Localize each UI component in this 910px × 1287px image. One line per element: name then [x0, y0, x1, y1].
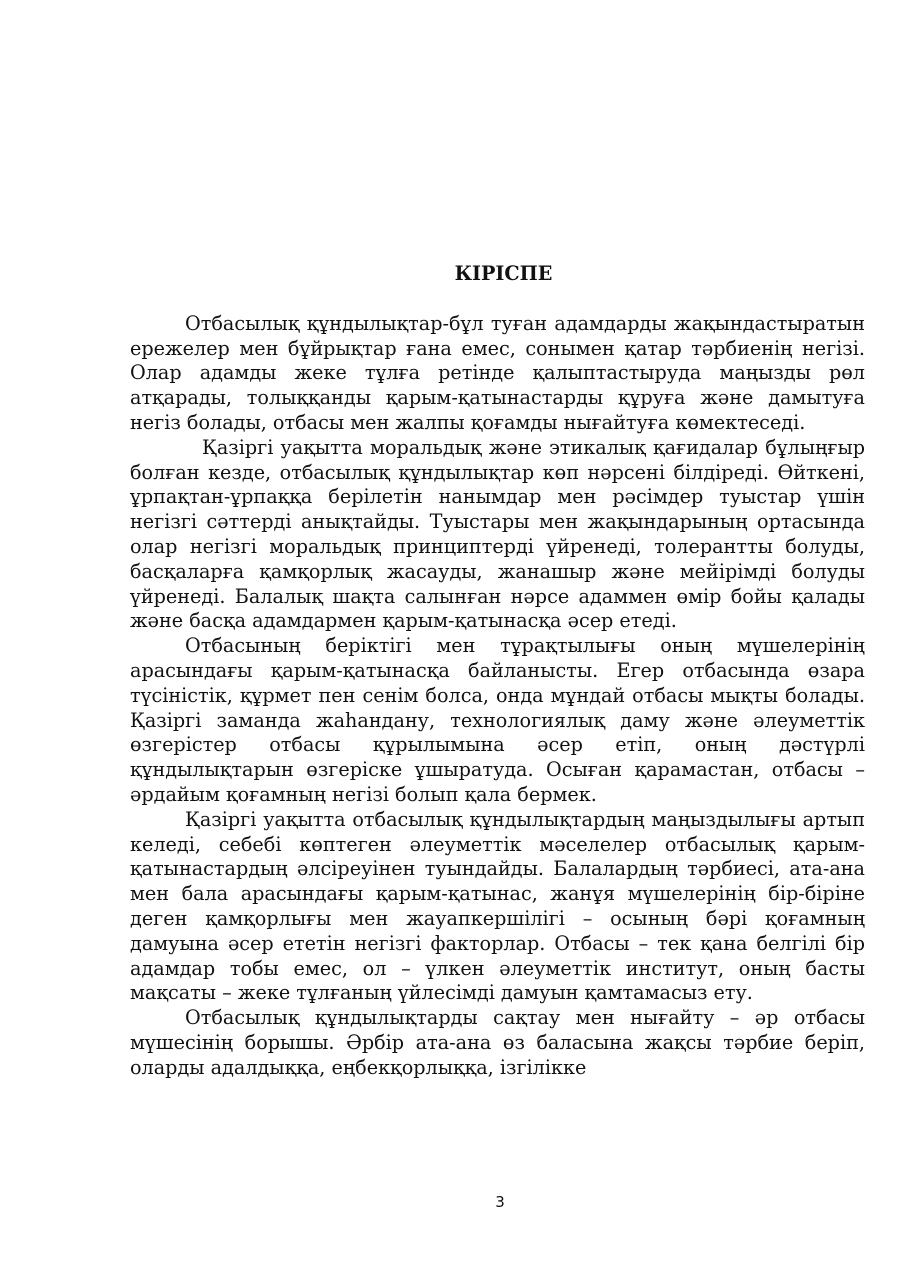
paragraph-5: Отбасылық құндылықтарды сақтау мен нығайту – әр отбасы мүшесінің борышы. Әрбір ата-ана өз баласына жақсы тәрбие беріп, оларды адалдыққа, еңбекқорлыққа, ізгілікке — [130, 1006, 865, 1079]
paragraph-4: Қазіргі уақытта отбасылық құндылықтардың маңыздылығы артып келеді, себебі көптеген әлеуметтік мәселелер отбасылық қарым-қатынастардың әлсіреуінен туындайды. Балалардың тәрбиесі, ата-ана мен бала арасындағы қарым-қатынас, жанұя мүшелерінің бір-біріне деген қамқорлығы мен жауапкершілігі – осының бәрі қоғамның дамуына әсер ететін негізгі факторлар. Отбасы – тек қана белгілі бір адамдар тобы емес, ол – үлкен әлеуметтік институт, оның басты мақсаты – жеке тұлғаның үйлесімді дамуын қамтамасыз ету. — [130, 807, 865, 1005]
section-title: КІРІСПЕ — [454, 262, 553, 285]
paragraph-3: Отбасының беріктігі мен тұрақтылығы оның мүшелерінің арасындағы қарым-қатынасқа байланысты. Егер отбасында өзара түсіністік, құрмет пен сенім болса, онда мұндай отбасы мықты болады. Қазіргі заманда жаһандану, технологиялық даму және әлеуметтік өзгерістер отбасы құрылымына әсер етіп, оның дәстүрлі құндылықтарын өзгеріске ұшыратуда. Осыған қарамастан, отбасы – әрдайым қоғамның негізі болып қала бермек. — [130, 634, 865, 806]
paragraph-2: Қазіргі уақытта моральдық және этикалық қағидалар бұлыңғыр болған кезде, отбасылық құндылықтар көп нәрсені білдіреді. Өйткені, ұрпақтан-ұрпаққа берілетін нанымдар мен рәсімдер туыстар үшін негізгі сәттерді анықтайды. Туыстары мен жақындарының ортасында олар негізгі моральдық принциптерді үйренеді, толерантты болуды, басқаларға қамқорлық жасауды, жанашыр және мейірімді болуды үйренеді. Балалық шақта салынған нәрсе адаммен өмір бойы қалады және басқа адамдармен қарым-қатынасқа әсер етеді. — [130, 435, 865, 633]
page-content — [130, 262, 865, 1081]
page-number: 3 — [495, 1193, 505, 1211]
paragraph-1: Отбасылық құндылықтар-бұл туған адамдарды жақындастыратын ережелер мен бұйрықтар ғана емес, сонымен қатар тәрбиенің негізі. Олар адамды жеке тұлға ретінде қалыптастыруда маңызды рөл атқарады, толыққанды қарым-қатынастарды құруға және дамытуға негіз болады, отбасы мен жалпы қоғамды нығайтуға көмектеседі. — [130, 311, 865, 434]
